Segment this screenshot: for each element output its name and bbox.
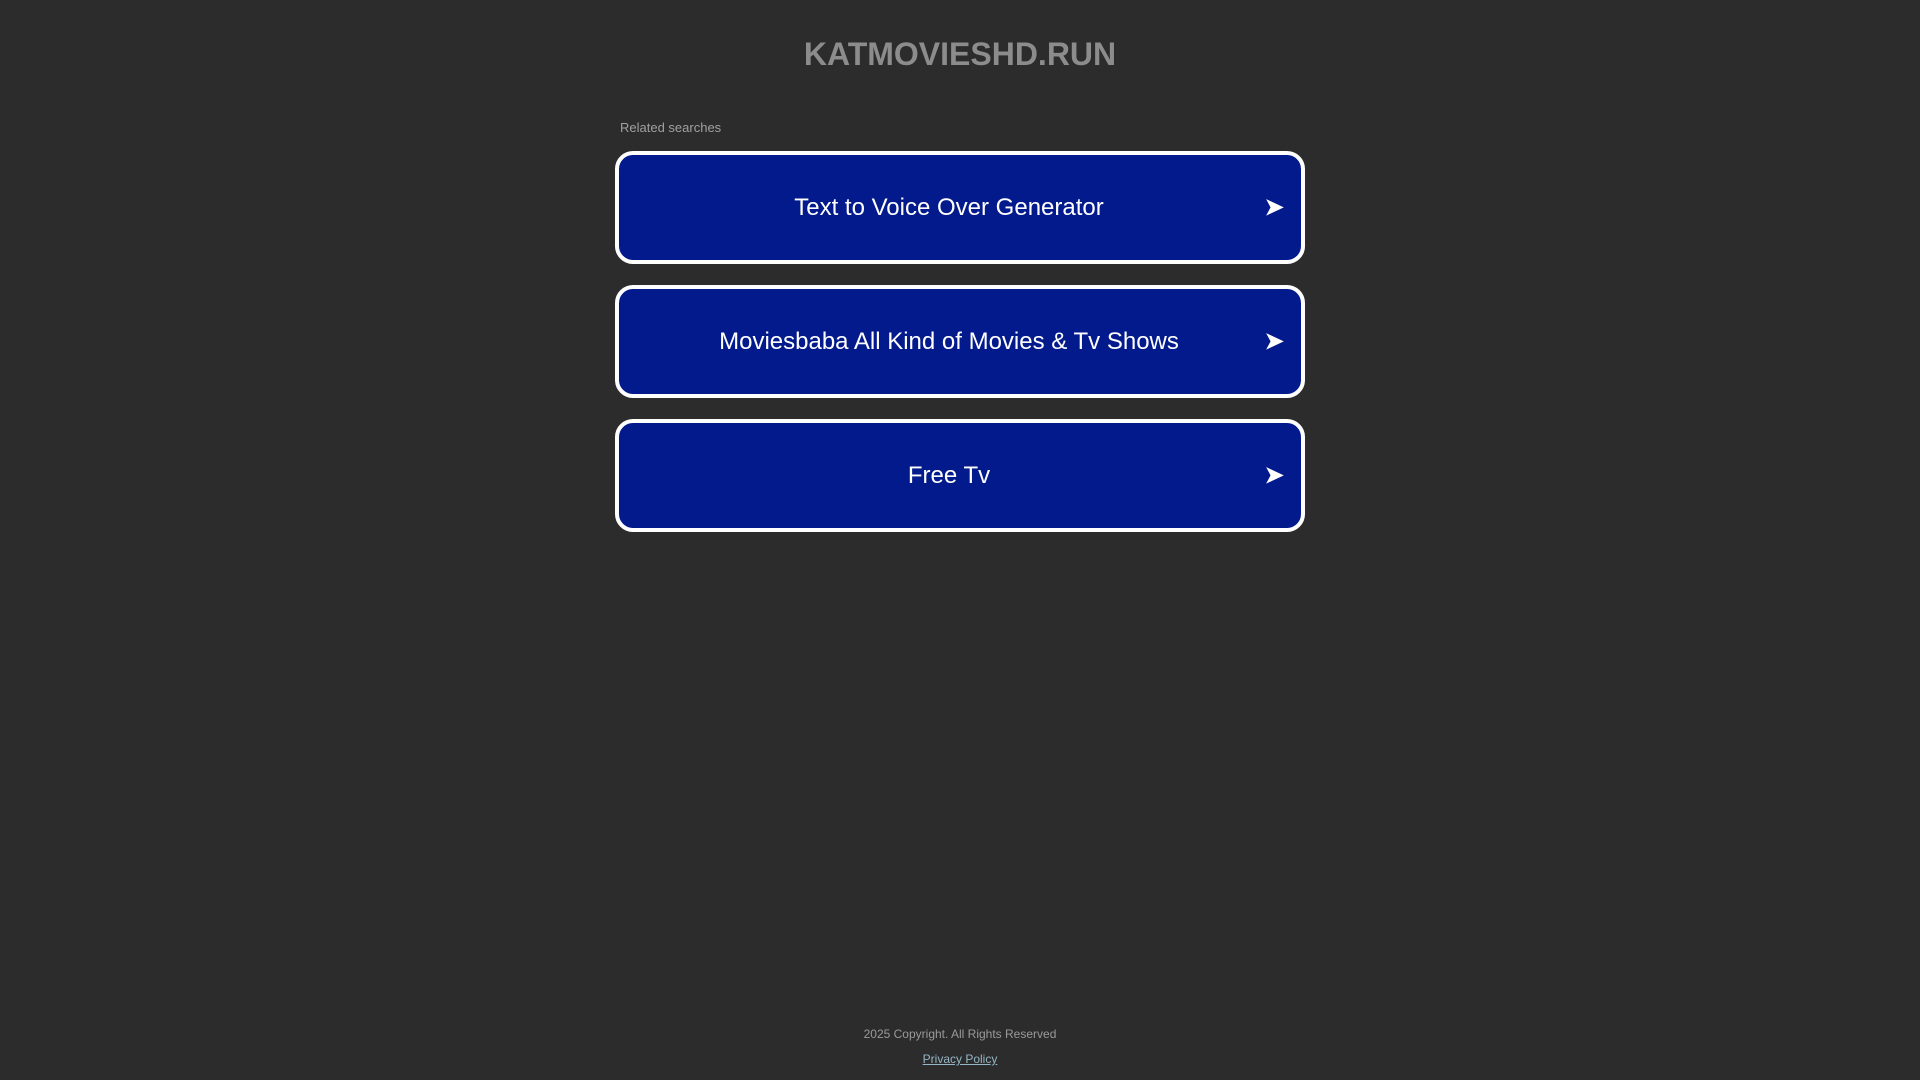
related-searches	[615, 120, 1305, 553]
arrow-right-icon: ➤	[1263, 325, 1285, 356]
footer	[0, 1026, 1920, 1068]
related-link-label: Text to Voice Over Generator	[794, 193, 1104, 221]
domain-title: KATMOVIESHD.RUN	[803, 36, 1117, 72]
related-searches-label: Related searches	[620, 120, 722, 135]
related-link-label: Free Tv	[907, 461, 991, 489]
arrow-right-icon: ➤	[1263, 191, 1285, 222]
related-link-label: Moviesbaba All Kind of Movies & Tv Shows	[719, 327, 1179, 355]
related-link-free-tv[interactable]	[615, 419, 1305, 532]
privacy-policy-link[interactable]: Privacy Policy	[922, 1052, 998, 1066]
related-link-moviesbaba[interactable]	[615, 285, 1305, 398]
related-link-text-to-voice[interactable]	[615, 151, 1305, 264]
copyright-text: 2025 Copyright. All Rights Reserved	[863, 1027, 1057, 1041]
arrow-right-icon: ➤	[1263, 459, 1285, 490]
related-links-list	[615, 151, 1305, 532]
